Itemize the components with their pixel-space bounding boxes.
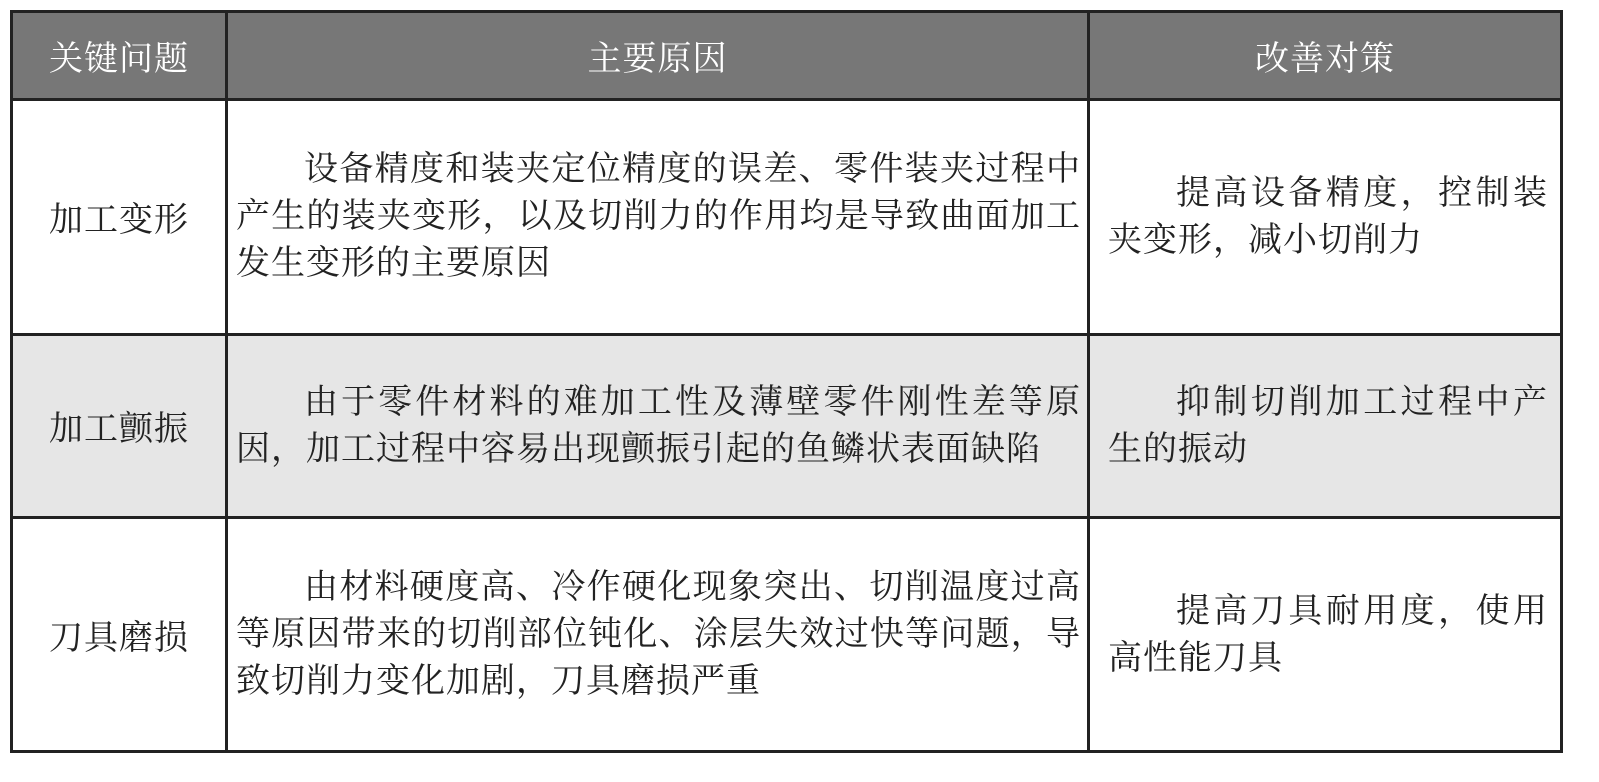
key-issue-cell: 加工颤振 <box>12 334 227 517</box>
header-improvement: 改善对策 <box>1089 12 1562 100</box>
main-cause-text: 由材料硬度高、冷作硬化现象突出、切削温度过高等原因带来的切削部位钝化、涂层失效过快等问题，导致切削力变化加剧，刀具磨损严重 <box>236 567 1081 702</box>
improvement-text: 提高设备精度，控制装夹变形，减小切削力 <box>1108 172 1548 260</box>
issues-table <box>10 10 1563 753</box>
key-issue-cell: 刀具磨损 <box>12 518 227 752</box>
main-cause-cell <box>227 518 1089 752</box>
header-main-cause: 主要原因 <box>227 12 1089 100</box>
table-row <box>12 518 1562 752</box>
main-cause-text: 设备精度和装夹定位精度的误差、零件装夹过程中产生的装夹变形，以及切削力的作用均是导致曲面加工发生变形的主要原因 <box>236 149 1081 284</box>
improvement-cell <box>1089 518 1562 752</box>
improvement-cell <box>1089 100 1562 335</box>
header-row <box>12 12 1562 100</box>
key-issue-cell: 加工变形 <box>12 100 227 335</box>
improvement-cell <box>1089 334 1562 517</box>
improvement-text: 提高刀具耐用度，使用高性能刀具 <box>1108 590 1548 678</box>
improvement-text: 抑制切削加工过程中产生的振动 <box>1108 381 1548 469</box>
main-cause-cell <box>227 334 1089 517</box>
table-header <box>12 12 1562 100</box>
main-cause-cell <box>227 100 1089 335</box>
table-row <box>12 334 1562 517</box>
table-body <box>12 100 1562 752</box>
header-key-issue: 关键问题 <box>12 12 227 100</box>
table-row <box>12 100 1562 335</box>
main-cause-text: 由于零件材料的难加工性及薄壁零件刚性差等原因，加工过程中容易出现颤振引起的鱼鳞状表面缺陷 <box>236 381 1081 469</box>
